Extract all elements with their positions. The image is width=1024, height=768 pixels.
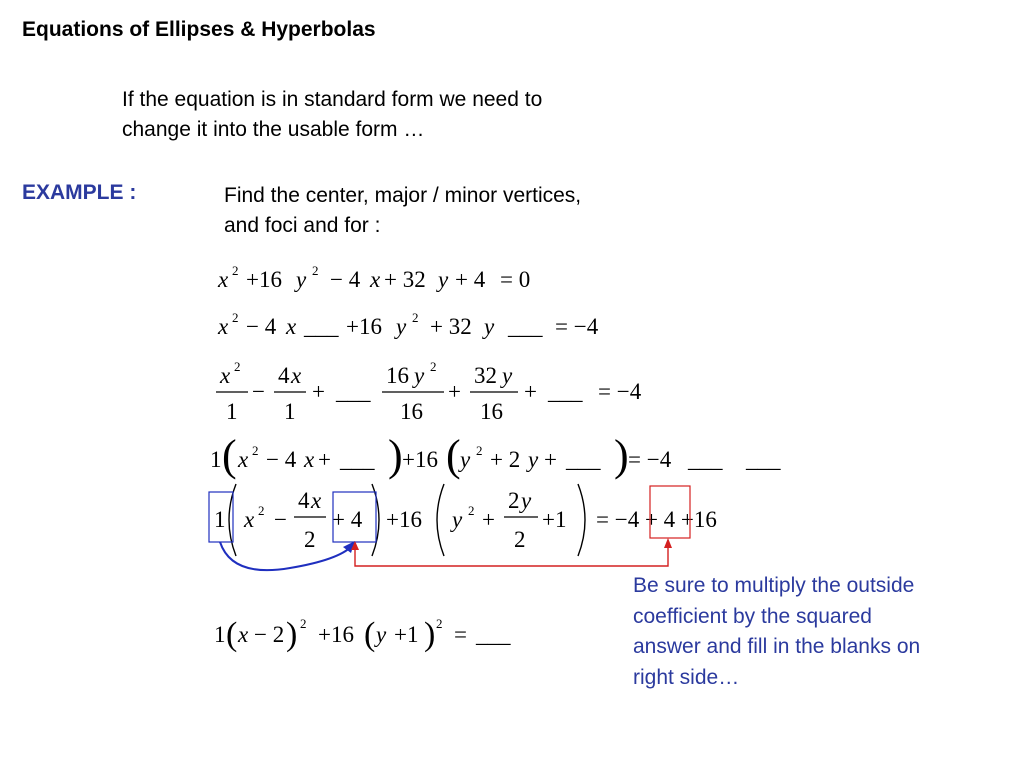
svg-text:x: x bbox=[218, 267, 229, 292]
svg-text:y: y bbox=[376, 622, 387, 647]
svg-text:16: 16 bbox=[386, 363, 409, 388]
svg-text:+: + bbox=[312, 379, 325, 404]
svg-text:x: x bbox=[311, 488, 322, 513]
example-label: EXAMPLE : bbox=[22, 181, 137, 204]
svg-text:2: 2 bbox=[258, 503, 265, 518]
svg-text:___: ___ bbox=[340, 447, 375, 472]
svg-text:x: x bbox=[370, 267, 381, 292]
svg-text:): ) bbox=[424, 616, 436, 653]
svg-text:+16: +16 bbox=[346, 314, 382, 339]
svg-text:1: 1 bbox=[214, 622, 226, 647]
svg-text:(: ( bbox=[446, 431, 461, 480]
svg-text:(: ( bbox=[364, 616, 376, 653]
svg-text:= −4 + 4 +16: = −4 + 4 +16 bbox=[596, 507, 717, 532]
equation-4 bbox=[210, 431, 781, 480]
svg-text:= −4: = −4 bbox=[555, 314, 599, 339]
svg-text:+1: +1 bbox=[394, 622, 419, 647]
svg-text:___: ___ bbox=[746, 447, 781, 472]
svg-text:2: 2 bbox=[436, 616, 443, 631]
svg-text:___: ___ bbox=[566, 447, 601, 472]
svg-text:(: ( bbox=[222, 431, 237, 480]
svg-text:= −4: = −4 bbox=[598, 379, 642, 404]
svg-text:2: 2 bbox=[252, 443, 259, 458]
svg-text:y: y bbox=[452, 507, 463, 532]
svg-text:2: 2 bbox=[234, 359, 241, 374]
svg-text:= 0: = 0 bbox=[500, 267, 531, 292]
svg-text:+: + bbox=[544, 447, 557, 472]
svg-text:= −4: = −4 bbox=[628, 447, 672, 472]
svg-text:y: y bbox=[502, 363, 513, 388]
svg-text:+16: +16 bbox=[402, 447, 438, 472]
svg-text:+16: +16 bbox=[318, 622, 354, 647]
svg-text:1: 1 bbox=[226, 399, 238, 424]
svg-text:−: − bbox=[252, 379, 265, 404]
svg-text:2: 2 bbox=[412, 310, 419, 325]
svg-text:x: x bbox=[218, 314, 229, 339]
svg-text:2: 2 bbox=[232, 310, 239, 325]
note-line-2: coefficient by the squared bbox=[633, 604, 872, 628]
prompt-line-2: and foci and for : bbox=[224, 214, 381, 237]
equation-5 bbox=[214, 484, 717, 556]
svg-text:): ) bbox=[286, 616, 298, 653]
equation-1 bbox=[217, 263, 530, 292]
svg-text:+: + bbox=[524, 379, 537, 404]
svg-text:− 4: − 4 bbox=[330, 267, 361, 292]
svg-text:2: 2 bbox=[304, 527, 316, 552]
svg-text:y: y bbox=[438, 267, 449, 292]
svg-text:2: 2 bbox=[232, 263, 239, 278]
svg-text:4: 4 bbox=[298, 488, 310, 513]
svg-text:y: y bbox=[484, 314, 495, 339]
svg-text:− 4: − 4 bbox=[266, 447, 297, 472]
equation-2 bbox=[217, 310, 599, 339]
svg-text:1: 1 bbox=[284, 399, 296, 424]
svg-text:y: y bbox=[414, 363, 425, 388]
page-title: Equations of Ellipses & Hyperbolas bbox=[22, 18, 376, 41]
svg-text:+ 32: + 32 bbox=[430, 314, 472, 339]
svg-text:16: 16 bbox=[400, 399, 423, 424]
svg-text:2: 2 bbox=[312, 263, 319, 278]
svg-text:− 2: − 2 bbox=[254, 622, 285, 647]
svg-text:=: = bbox=[454, 622, 467, 647]
svg-text:−: − bbox=[274, 507, 287, 532]
svg-text:+: + bbox=[482, 507, 495, 532]
svg-text:− 4: − 4 bbox=[246, 314, 277, 339]
svg-text:+: + bbox=[448, 379, 461, 404]
prompt-line-1: Find the center, major / minor vertices, bbox=[224, 184, 582, 207]
svg-text:2: 2 bbox=[468, 503, 475, 518]
equation-3 bbox=[216, 359, 642, 424]
svg-text:x: x bbox=[304, 447, 315, 472]
svg-text:(: ( bbox=[226, 616, 238, 653]
svg-text:y: y bbox=[296, 267, 307, 292]
svg-text:x: x bbox=[244, 507, 255, 532]
svg-text:x: x bbox=[220, 363, 231, 388]
svg-text:+16: +16 bbox=[246, 267, 282, 292]
note-line-4: right side… bbox=[633, 665, 740, 689]
blue-arrow bbox=[220, 542, 352, 570]
svg-text:+1: +1 bbox=[542, 507, 567, 532]
svg-text:16: 16 bbox=[480, 399, 503, 424]
svg-text:+ 2: + 2 bbox=[490, 447, 521, 472]
svg-text:x: x bbox=[286, 314, 297, 339]
svg-text:y: y bbox=[396, 314, 407, 339]
svg-text:2: 2 bbox=[508, 488, 520, 513]
svg-text:): ) bbox=[614, 431, 629, 480]
svg-text:x: x bbox=[238, 447, 249, 472]
svg-text:___: ___ bbox=[304, 314, 339, 339]
equation-6 bbox=[214, 616, 511, 653]
svg-text:2: 2 bbox=[476, 443, 483, 458]
instruction-note bbox=[633, 571, 920, 693]
svg-text:2: 2 bbox=[430, 359, 437, 374]
svg-text:y: y bbox=[521, 488, 532, 513]
svg-text:+ 4: + 4 bbox=[332, 507, 363, 532]
note-line-1: Be sure to multiply the outside bbox=[633, 574, 915, 597]
svg-text:1: 1 bbox=[214, 507, 226, 532]
intro-line-2: change it into the usable form … bbox=[122, 118, 425, 141]
svg-text:+ 4: + 4 bbox=[455, 267, 486, 292]
svg-text:+16: +16 bbox=[386, 507, 422, 532]
red-arrow bbox=[355, 542, 668, 566]
svg-text:+: + bbox=[318, 447, 331, 472]
svg-text:4: 4 bbox=[278, 363, 290, 388]
svg-text:___: ___ bbox=[548, 379, 583, 404]
svg-text:___: ___ bbox=[688, 447, 723, 472]
svg-text:___: ___ bbox=[336, 379, 371, 404]
svg-text:2: 2 bbox=[300, 616, 307, 631]
svg-text:): ) bbox=[388, 431, 403, 480]
svg-text:x: x bbox=[238, 622, 249, 647]
svg-text:32: 32 bbox=[474, 363, 497, 388]
intro-line-1: If the equation is in standard form we need to bbox=[122, 88, 543, 111]
svg-text:1: 1 bbox=[210, 447, 222, 472]
svg-text:x: x bbox=[291, 363, 302, 388]
svg-text:___: ___ bbox=[508, 314, 543, 339]
red-arrow-head bbox=[664, 538, 672, 548]
svg-text:___: ___ bbox=[476, 622, 511, 647]
svg-text:y: y bbox=[460, 447, 471, 472]
svg-text:+ 32: + 32 bbox=[384, 267, 426, 292]
svg-text:2: 2 bbox=[514, 527, 526, 552]
note-line-3: answer and fill in the blanks on bbox=[633, 635, 921, 658]
svg-text:y: y bbox=[528, 447, 539, 472]
